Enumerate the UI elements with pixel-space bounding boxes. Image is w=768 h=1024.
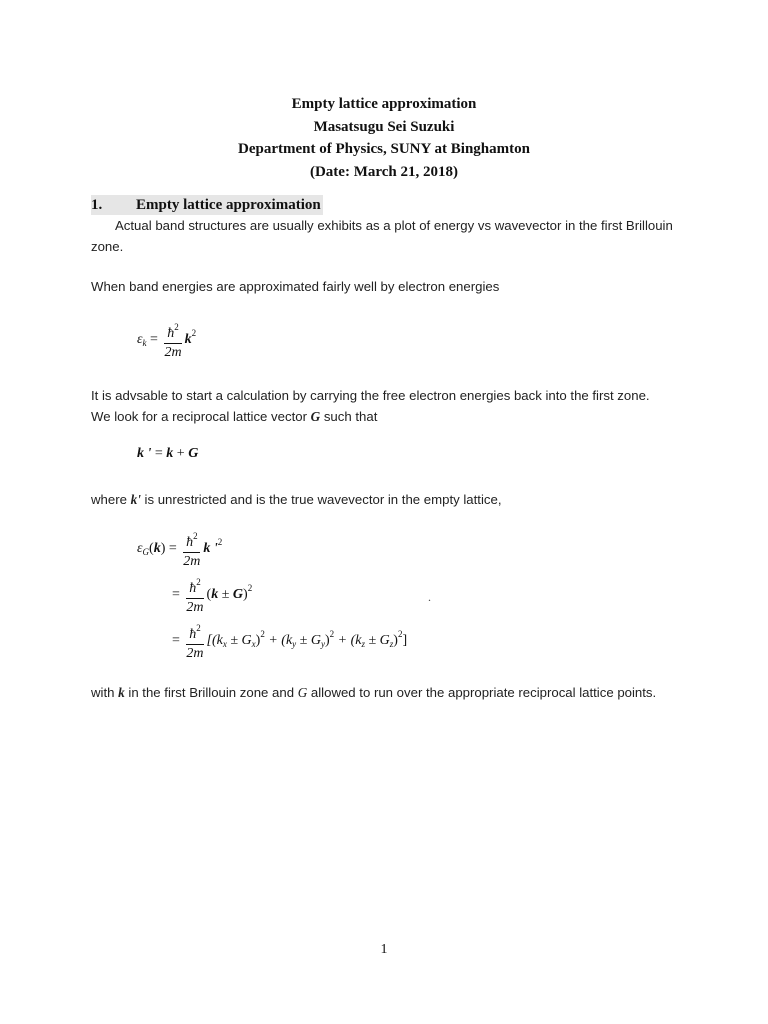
eq1-subscript: k	[142, 338, 147, 349]
paragraph-with-k: with k in the first Brillouin zone and G allowed to run over the appropriate reciprocal lattice points.	[91, 685, 657, 700]
eq1-denominator: 2m	[164, 345, 182, 360]
paragraph-advisable-line2: We look for a reciprocal lattice vector G such that	[91, 409, 378, 424]
paragraph-intro: Actual band structures are usually exhibits as a plot of energy vs wavevector in the first Brillouin zone.	[91, 218, 673, 254]
document-title: Empty lattice approximation	[291, 96, 477, 112]
eq1-epsilon: ε	[137, 332, 143, 348]
equation-empty-lattice-line3: = $\frac{ħ^2}{2m}$ $[(k_x \pm G_x)^2 + (k_y \pm G_y)^2 + (k_z \pm G_z)^2]$	[172, 620, 407, 662]
stray-dot: .	[428, 590, 431, 604]
equation-empty-lattice-line2: = $\frac{ħ^2}{2m}$ $(k \pm G)^2$	[172, 574, 252, 616]
document-date: (Date: March 21, 2018)	[309, 163, 458, 180]
section-heading	[91, 195, 323, 215]
eq1-hbar-exp: 2	[174, 322, 179, 332]
department: Department of Physics, SUNY at Binghamton	[238, 141, 530, 157]
equation-empty-lattice-line1: $\varepsilon_G(k)$ = $\frac{ħ^2}{2m}$ k '$^2$	[137, 528, 222, 570]
equation-reciprocal-shift: k ' = k + G	[137, 446, 199, 461]
section-title: Empty lattice approximation	[136, 197, 321, 213]
eq1-equals: =	[150, 332, 158, 348]
page-number: 1	[380, 942, 388, 957]
equation-free-electron-energy	[137, 319, 196, 361]
eq1-k: k	[184, 332, 192, 348]
paragraph-advisable-line1: It is advsable to start a calculation by carrying the free electron energies back into the first zone.	[91, 388, 650, 403]
document-header	[0, 93, 768, 183]
paragraph-advisable	[91, 385, 681, 427]
eq1-hbar: ħ	[167, 326, 175, 341]
paragraph-where: where k' is unrestricted and is the true wavevector in the empty lattice,	[91, 492, 502, 507]
paragraph-band-energies: When band energies are approximated fairly well by electron energies	[91, 279, 500, 294]
section-number: 1.	[91, 197, 103, 213]
eq1-k-exp: 2	[191, 328, 197, 339]
author-name: Masatsugu Sei Suzuki	[313, 118, 455, 135]
eq1-fraction	[164, 319, 181, 361]
